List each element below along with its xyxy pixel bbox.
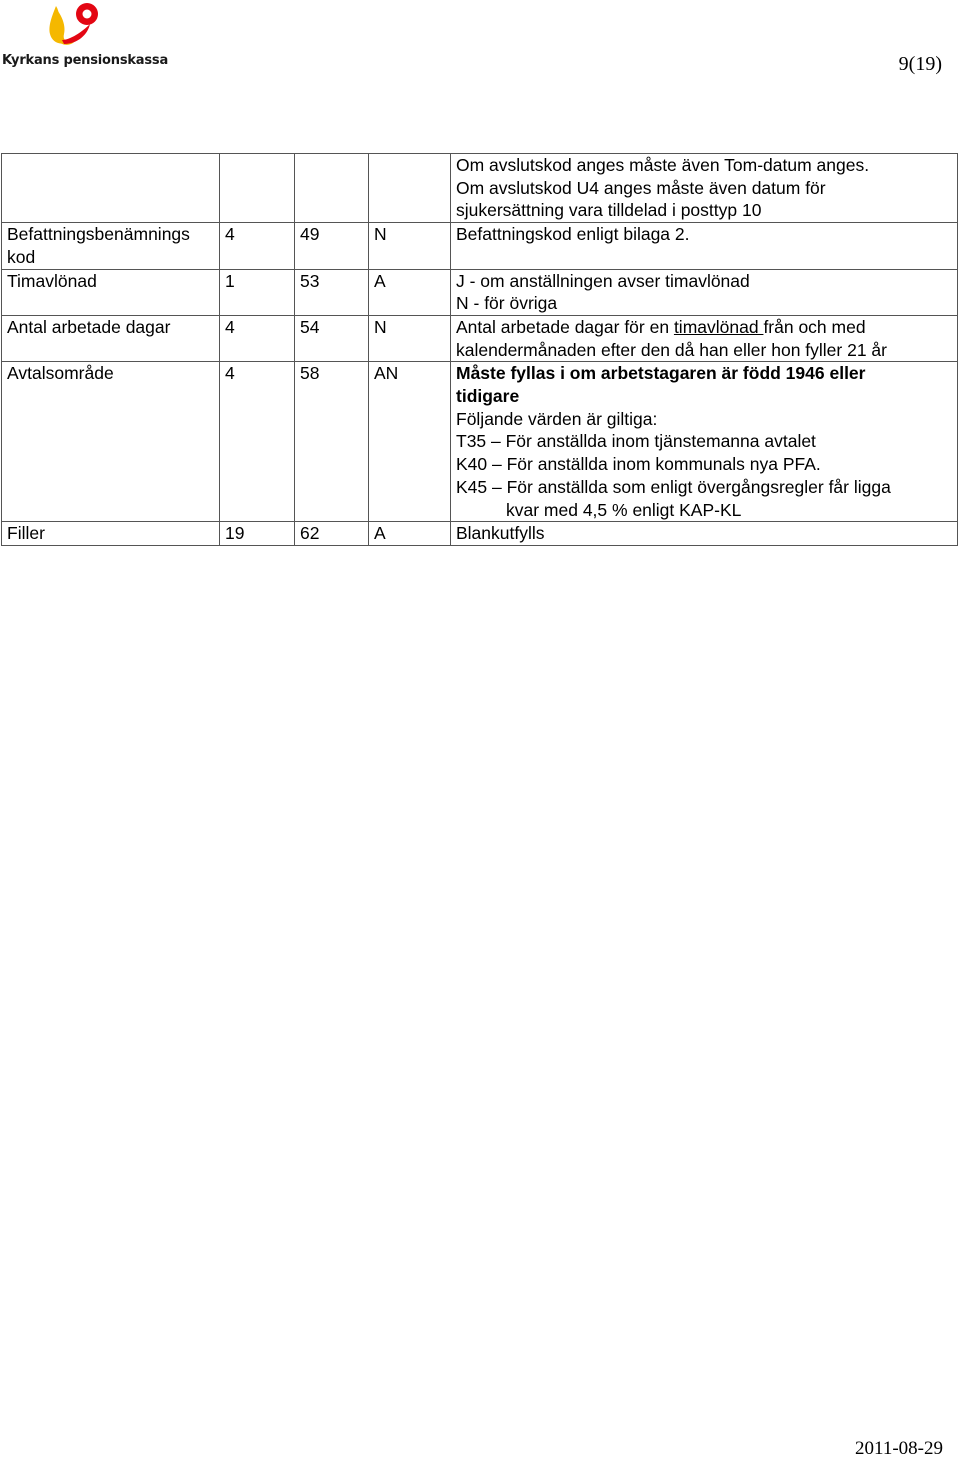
type-cell: A: [369, 522, 451, 546]
field-name-cell: Befattningsbenämnings kod: [2, 223, 220, 269]
field-name-cell: Antal arbetade dagar: [2, 315, 220, 361]
description-line: J - om anställningen avser timavlönad: [456, 270, 750, 291]
value-option-k45-continued: kvar med 4,5 % enligt KAP-KL: [506, 499, 742, 520]
description-cell: Befattningskod enligt bilaga 2.: [451, 223, 958, 269]
description-cell: [451, 315, 958, 361]
type-cell: [369, 154, 451, 223]
value-option-k45: K45 – För anställda som enligt övergångsregler får ligga: [456, 476, 891, 497]
description-line: Om avslutskod U4 anges måste även datum för: [456, 177, 826, 198]
value-option-t35: T35 – För anställda inom tjänstemanna avtalet: [456, 431, 816, 452]
type-cell: N: [369, 223, 451, 269]
requirement-text: Måste fyllas i om arbetstagaren är född 1946 eller: [456, 363, 866, 384]
underlined-term: timavlönad: [673, 316, 764, 337]
description-cell: [451, 362, 958, 522]
description-line: kalendermånaden efter den då han eller hon fyller 21 år: [456, 339, 887, 360]
valid-values-intro: Följande värden är giltiga:: [456, 408, 658, 429]
length-cell: 4: [220, 223, 295, 269]
position-cell: [295, 154, 369, 223]
length-cell: [220, 154, 295, 223]
field-name-cell: Avtalsområde: [2, 362, 220, 522]
table-row: [2, 269, 958, 315]
description-text: Antal arbetade dagar för en: [456, 316, 674, 337]
position-cell: 62: [295, 522, 369, 546]
position-cell: 54: [295, 315, 369, 361]
length-cell: 4: [220, 362, 295, 522]
field-name-cell: [2, 154, 220, 223]
description-line: [456, 316, 955, 339]
field-specification-table: [1, 153, 958, 546]
description-text: från och med: [763, 316, 866, 337]
length-cell: 4: [220, 315, 295, 361]
position-cell: 49: [295, 223, 369, 269]
description-line: sjukersättning vara tilldelad i posttyp 10: [456, 200, 762, 221]
page-number: 9(19): [898, 53, 942, 75]
table-row: [2, 223, 958, 269]
description-line: N - för övriga: [456, 293, 558, 314]
document-date: 2011-08-29: [855, 1438, 943, 1459]
type-cell: N: [369, 315, 451, 361]
value-option-k40: K40 – För anställda inom kommunals nya PFA.: [456, 454, 821, 475]
length-cell: 19: [220, 522, 295, 546]
description-cell: Blankutfylls: [451, 522, 958, 546]
description-cell: [451, 154, 958, 223]
position-cell: 53: [295, 269, 369, 315]
length-cell: 1: [220, 269, 295, 315]
description-cell: [451, 269, 958, 315]
table-row: [2, 522, 958, 546]
type-cell: AN: [369, 362, 451, 522]
field-name-cell: Filler: [2, 522, 220, 546]
description-line: Om avslutskod anges måste även Tom-datum anges.: [456, 155, 870, 175]
kyrkans-pensionskassa-logo: [0, 0, 170, 72]
table-row: [2, 154, 958, 223]
position-cell: 58: [295, 362, 369, 522]
table-row: [2, 362, 958, 522]
type-cell: A: [369, 269, 451, 315]
logo-wordmark: Kyrkans pensionskassa: [2, 53, 169, 68]
table-row: [2, 315, 958, 361]
requirement-text: tidigare: [456, 386, 520, 407]
field-name-cell: Timavlönad: [2, 269, 220, 315]
logo-emblem-icon: [0, 0, 110, 52]
